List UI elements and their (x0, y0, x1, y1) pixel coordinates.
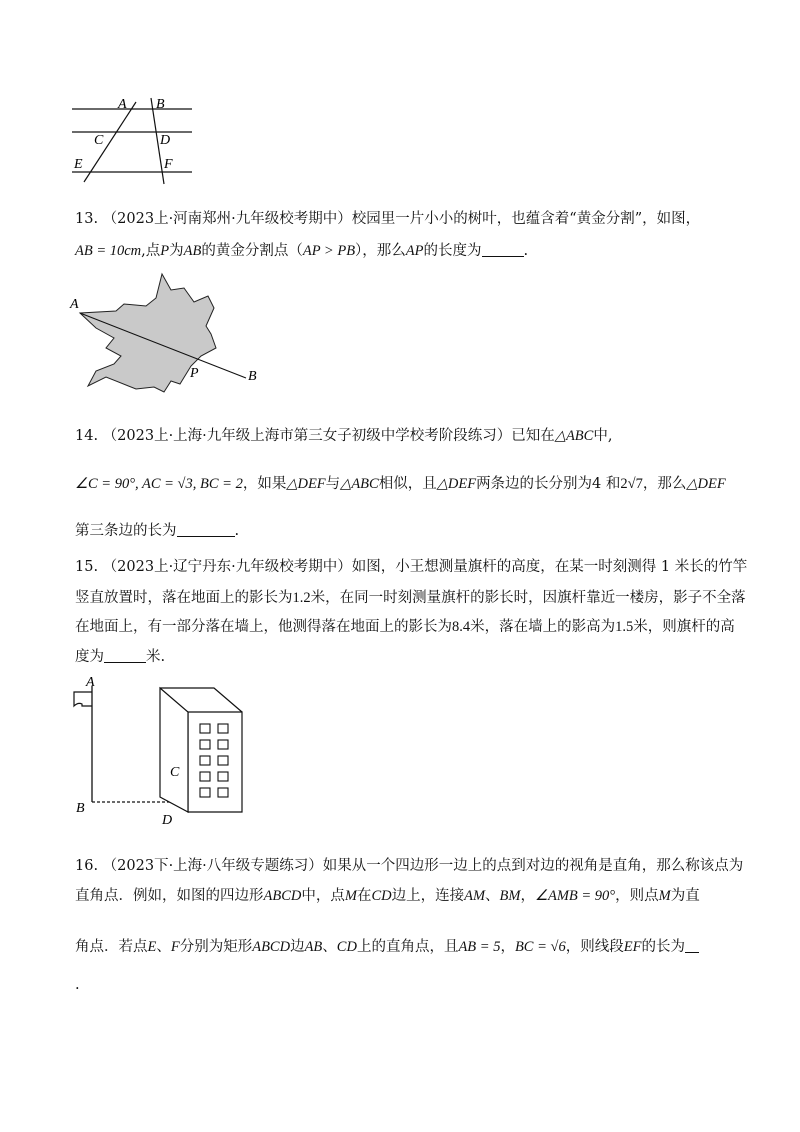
q16-line4: . (75, 977, 80, 993)
q16-line1: 16. （2023下·上海·八年级专题练习）如果从一个四边形一边上的点到对边的视角是直角，那么称该点为 (75, 858, 744, 874)
label-e: E (74, 157, 83, 172)
answer-blank[interactable] (104, 648, 146, 663)
q15-line3: 在地面上，有一部分落在墙上，他测得落在地面上的影长为8.4米，落在墙上的影高为1.5米，则旗杆的高 (75, 619, 735, 635)
label-c: C (170, 765, 180, 780)
q14-line2: ∠C = 90°, AC = √3, BC = 2，如果△DEF与△ABC相似，且△DEF两条边的长分别为4 和2√7，那么△DEF (75, 476, 726, 492)
answer-blank[interactable] (685, 938, 699, 953)
answer-blank[interactable] (482, 242, 524, 257)
label-a: A (70, 297, 79, 312)
q15-line2: 竖直放置时，落在地面上的影长为1.2米，在同一时刻测量旗杆的影长时，因旗杆靠近一楼房，影子不全落 (75, 590, 746, 606)
label-b: B (76, 801, 85, 816)
label-c: C (94, 133, 104, 148)
label-a: A (86, 675, 95, 690)
parallel-lines-figure (64, 92, 199, 192)
answer-blank[interactable] (177, 522, 235, 537)
q16-line3: 角点．若点E、F分别为矩形ABCD边AB、CD上的直角点，且AB = 5，BC = √6，则线段EF的长为 (75, 937, 699, 957)
flagpole-building-figure (70, 672, 250, 832)
q14-line3: 第三条边的长为 . (75, 523, 240, 539)
label-a: A (118, 97, 127, 112)
label-f: F (164, 157, 173, 172)
q15-line1: 15. （2023上·辽宁丹东·九年级校考期中）如图，小王想测量旗杆的高度，在某一时刻测得 1 米长的竹竿 (75, 559, 748, 575)
q14-line1: 14. （2023上·上海·九年级上海市第三女子初级中学校考阶段练习）已知在△ABC中, (75, 428, 613, 444)
q15-line4: 度为 米. (75, 649, 166, 665)
q16-line2: 直角点．例如，如图的四边形ABCD中，点M在CD边上，连接AM、BM，∠AMB = 90°，则点M为直 (75, 888, 700, 904)
q13-line2: AB = 10cm,点P为AB的黄金分割点（AP > PB），那么AP的长度为 . (75, 243, 529, 259)
label-b: B (248, 369, 257, 384)
q13-line1: 13. （2023上·河南郑州·九年级校考期中）校园里一片小小的树叶，也蕴含着“黄金分割”，如图， (75, 211, 701, 227)
label-b: B (156, 97, 165, 112)
label-p: P (190, 366, 199, 381)
label-d: D (160, 133, 171, 148)
label-d: D (162, 813, 173, 828)
leaf-figure (66, 268, 276, 403)
